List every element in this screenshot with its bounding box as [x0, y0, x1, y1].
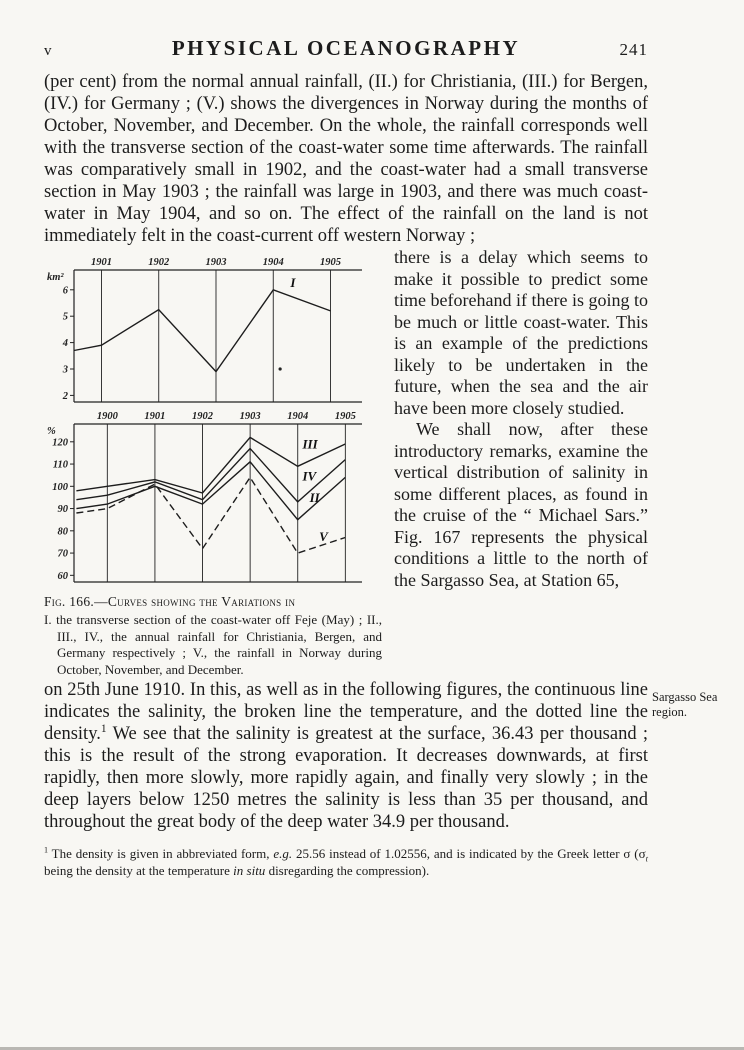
svg-text:1904: 1904 — [262, 257, 284, 268]
svg-text:5: 5 — [62, 311, 68, 323]
chart-coast-water-section — [44, 253, 374, 405]
svg-text:70: 70 — [57, 548, 68, 560]
footnote-sigma-sub: t — [645, 853, 648, 864]
svg-text:1902: 1902 — [148, 257, 170, 268]
running-title: PHYSICAL OCEANOGRAPHY — [171, 36, 521, 60]
svg-text:4: 4 — [62, 338, 68, 350]
footnote-text-2: 25.56 instead of 1.02556, and is indicated by the Greek letter σ (σ — [292, 846, 646, 861]
figure-caption-lead: Fig. 166.—Curves showing the Variations in — [44, 594, 296, 609]
paragraph-opening: (per cent) from the normal annual rainfall, (II.) for Christiania, (III.) for Bergen, (IV.) for Germany ; (V.) shows the divergences in Norway during the months of October, November, and December. On the whole, the rainfall corresponds well with the transverse section of the coast-water some time afterwards. The rainfall was comparatively small in 1902, and the coast-water had a small transverse section in May 1903 ; the rainfall was large in 1903, and there was much coast-water in May 1904, and so on. The effect of the rainfall on the land is not immediately felt in the coast-current off western Norway ; — [44, 72, 648, 246]
paragraph-station-65-text: on 25th June 1910. In this, as well as in the following figures, the continuous line indicates the salinity, the broken line the temperature, and the dotted line the density. — [44, 680, 648, 744]
footnote-text-1: The density is given in abbreviated form, — [48, 846, 274, 861]
svg-text:60: 60 — [57, 570, 68, 582]
svg-text:100: 100 — [52, 481, 68, 493]
footnote-text-3: being the density at the temperature — [44, 862, 234, 878]
chart-rainfall-curves — [44, 407, 374, 585]
svg-text:km²: km² — [47, 272, 64, 283]
svg-text:80: 80 — [57, 526, 68, 538]
footnote — [44, 846, 648, 879]
figure-and-text-row — [44, 247, 648, 678]
margin-note: Sargasso Sea region. — [652, 690, 718, 719]
paragraph-delay: there is a delay which seems to make it possible to predict some time beforehand if there is going to be much or little coast-water. This is an example of the predictions likely to be undertaken in the future, when the sea and the air have been more closely studied. — [394, 247, 648, 418]
page-number: 241 — [619, 40, 648, 59]
svg-text:1901: 1901 — [144, 411, 166, 422]
signature-mark: v — [44, 43, 52, 59]
svg-text:I: I — [290, 275, 296, 291]
footnote-in-situ: in situ — [233, 862, 266, 878]
svg-text:1905: 1905 — [320, 257, 342, 268]
svg-text:V: V — [319, 528, 328, 544]
footnote-marker: 1 — [44, 845, 49, 855]
page-header — [44, 36, 648, 61]
svg-text:1903: 1903 — [239, 411, 261, 422]
figure-caption — [44, 594, 382, 678]
svg-text:1905: 1905 — [334, 411, 356, 422]
svg-text:90: 90 — [57, 504, 68, 516]
figure-caption-detail: I. the transverse section of the coast-water off Feje (May) ; II., III., IV., the annual rainfall for Christiania, Bergen, and Germany respectively ; V., the rainfall in Norway during October, November, and December. — [44, 612, 382, 677]
svg-text:6: 6 — [62, 285, 68, 297]
svg-text:1904: 1904 — [287, 411, 309, 422]
figure-166 — [44, 247, 382, 678]
footnote-eg: e.g. — [273, 846, 293, 861]
svg-text:1903: 1903 — [205, 257, 227, 268]
svg-text:120: 120 — [52, 437, 68, 449]
svg-text:1901: 1901 — [90, 257, 112, 268]
svg-text:IV: IV — [302, 468, 317, 484]
svg-text:3: 3 — [62, 364, 68, 376]
svg-text:110: 110 — [52, 459, 68, 471]
svg-text:1902: 1902 — [192, 411, 214, 422]
svg-text:III: III — [302, 436, 318, 452]
paragraph-station-65 — [44, 679, 648, 833]
paragraph-salinity-text: We see that the salinity is greatest at the surface, 36.43 per thousand ; this is the result of the strong evaporation. It decreases downwards, at first rapidly, then more slowly, more rapidly again, and finally very slowly ; in the deep layers below 1250 metres the salinity is less than 35 per thousand, and throughout the great body of the deep water 34.9 per thousand. — [44, 724, 648, 832]
footnote-text-4: disregarding the compression). — [265, 862, 430, 878]
svg-text:2: 2 — [62, 390, 68, 402]
svg-text:II: II — [309, 489, 320, 505]
svg-text:%: % — [47, 426, 56, 437]
right-column — [382, 247, 648, 678]
svg-text:1900: 1900 — [96, 411, 118, 422]
footnote-ref: 1 — [100, 722, 107, 735]
paragraph-we-shall-now: We shall now, after these introductory remarks, examine the vertical distribution of salinity in some different places, as found in the cruise of the “ Michael Sars.” Fig. 167 represents the physical conditions a little to the north of the Sargasso Sea, at Station 65, — [394, 419, 648, 590]
